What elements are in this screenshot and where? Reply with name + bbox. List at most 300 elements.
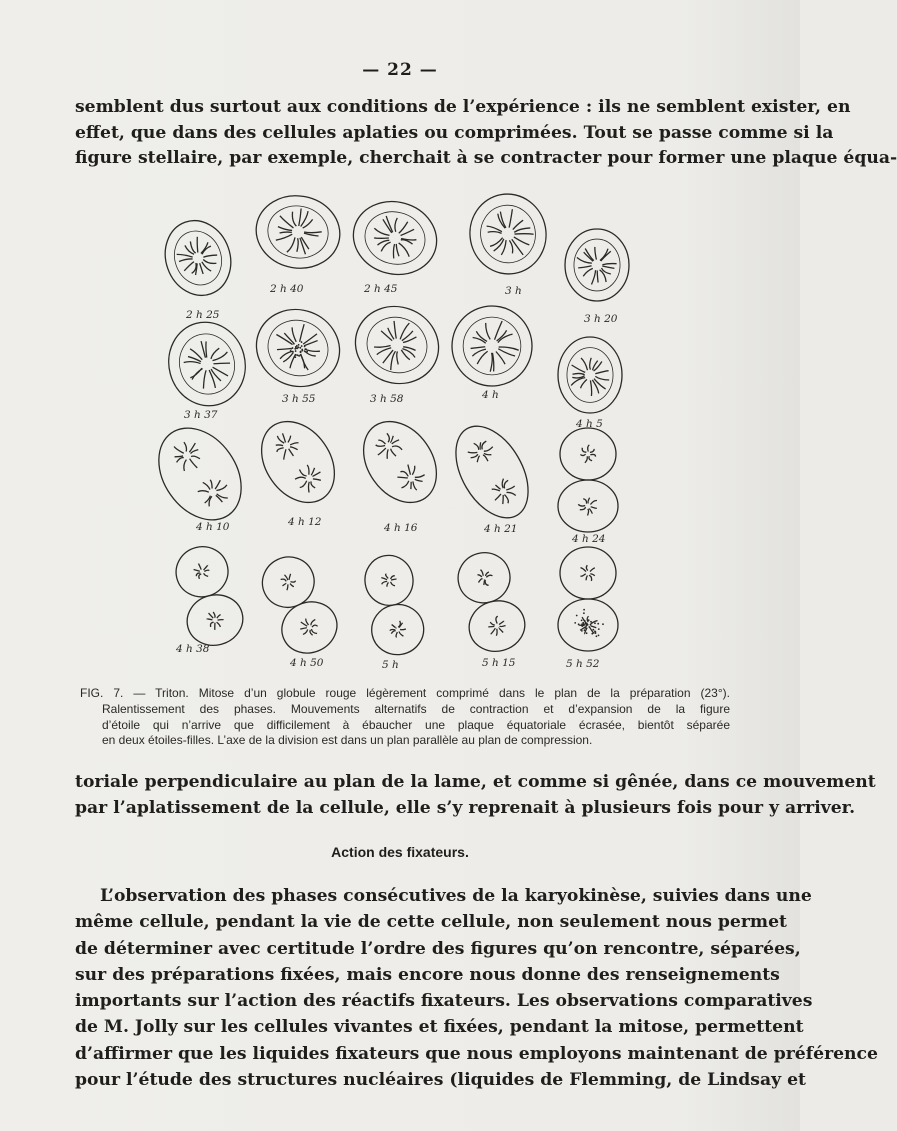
cell-outline (565, 229, 629, 301)
chromosome (391, 631, 396, 634)
chromosome (391, 581, 395, 586)
text-line: importants sur l’action des réactifs fixateurs. Les observations comparatives (75, 991, 813, 1012)
chromosome (392, 443, 402, 453)
chromosome (483, 454, 488, 461)
granule (592, 629, 594, 631)
chromosome (213, 623, 217, 630)
chromosome (203, 565, 209, 570)
chromosome (392, 624, 396, 629)
mitosis-cell-drawing (345, 192, 445, 283)
chromosome (286, 436, 293, 443)
time-label: 2 h 45 (364, 283, 398, 295)
granule (586, 632, 588, 634)
chromosome (300, 626, 307, 630)
chromosome (572, 365, 586, 372)
chromosome (591, 507, 597, 509)
chromosome (191, 453, 200, 462)
chromosome (290, 212, 299, 226)
chromosome (581, 574, 586, 576)
granule (595, 632, 597, 634)
chromosome (468, 448, 478, 456)
chromosome (592, 270, 596, 284)
text-line: figure stellaire, par exemple, cherchait à se contracter pour former une plaque équa- (75, 148, 897, 168)
chromosome (484, 446, 493, 452)
granule (300, 341, 302, 343)
chromosome (590, 501, 597, 505)
chromosome (204, 570, 209, 572)
cell-outline (247, 408, 350, 517)
chromosome (401, 481, 410, 489)
chromosome (512, 238, 523, 257)
mitosis-cell-drawing (451, 546, 531, 657)
chromosome (390, 576, 395, 579)
granule (590, 624, 592, 626)
chromosome (401, 226, 415, 238)
mitosis-cell-drawing (464, 188, 553, 280)
chromosome (285, 584, 290, 590)
daughter-cell-outline (560, 547, 616, 599)
chromosome (299, 468, 306, 477)
chromosome (391, 579, 396, 580)
cell-outline (345, 192, 445, 283)
chromosome (583, 499, 586, 504)
chromosome (281, 578, 287, 583)
chromosome (194, 568, 200, 573)
chromosome (395, 632, 398, 637)
chromosome (595, 247, 597, 260)
chromosome (313, 476, 321, 484)
chromosome (582, 448, 586, 453)
granule (581, 623, 583, 625)
text-line: même cellule, pendant la vie de cette cellule, non seulement nous permet (75, 912, 787, 933)
time-label: 4 h (482, 389, 499, 401)
chromosome (373, 228, 390, 235)
caption-line: en deux étoiles-filles. L’axe de la division est dans un plan parallèle au plan de compression. (102, 733, 593, 748)
chromosome (489, 238, 504, 247)
chromosome (486, 575, 492, 578)
chromosome (590, 454, 595, 456)
cell-outline (142, 412, 258, 535)
text-line: de M. Jolly sur les cellules vivantes et fixées, pendant la mitose, permettent (75, 1017, 804, 1038)
caption-line: FIG. 7. — Triton. Mitose d’un globule rouge légèrement comprimé dans le plan de la préparation (23°). (80, 686, 730, 700)
chromosome (305, 619, 309, 626)
chromosome (204, 572, 208, 577)
mitosis-cell-drawing (349, 408, 452, 517)
chromosome (488, 625, 494, 628)
nucleus-outline (264, 201, 333, 263)
granule (597, 623, 599, 625)
chromosome (304, 465, 313, 475)
text-line: L’observation des phases consécutives de la karyokinèse, suivies dans une (100, 886, 812, 906)
cell-outline (464, 188, 553, 280)
granule (576, 615, 578, 617)
chromosome (597, 270, 598, 282)
chromosome (471, 454, 479, 459)
chromosome (213, 612, 215, 618)
nucleus-outline (173, 328, 242, 401)
chromosome (302, 629, 309, 634)
granule (584, 620, 586, 622)
chromosome (210, 622, 215, 627)
chromosome (602, 264, 616, 265)
mitosis-cell-drawing (250, 189, 345, 274)
chromosome (498, 621, 504, 625)
chromosome (174, 444, 184, 455)
chromosome (218, 619, 224, 622)
chromosome (182, 262, 195, 271)
time-label: 4 h 38 (176, 643, 210, 655)
nucleus-outline (574, 239, 620, 291)
chromosome (198, 563, 201, 570)
chromosome (209, 612, 214, 619)
figure-caption (80, 686, 730, 749)
daughter-cell-outline (273, 593, 345, 662)
time-label: 4 h 16 (384, 522, 418, 534)
chromosome (298, 324, 306, 342)
chromosome (591, 626, 597, 628)
chromosome (492, 321, 505, 340)
chromosome (499, 240, 508, 255)
chromosome (580, 507, 586, 510)
chromosome (514, 228, 531, 233)
chromosome (590, 574, 595, 576)
chromosome (590, 380, 591, 396)
granule (584, 629, 586, 631)
chromosome (176, 457, 184, 463)
chromosome (587, 616, 588, 622)
chromosome (578, 266, 591, 268)
chromosome (280, 449, 290, 459)
chromosome (299, 481, 308, 488)
chromosome (389, 321, 402, 339)
granule (598, 635, 600, 637)
text-line: d’affirmer que les liquides fixateurs que nous employons maintenant de préférence (75, 1043, 878, 1064)
chromosome (216, 615, 221, 619)
chromosome (509, 240, 513, 253)
chromosome (581, 568, 587, 572)
chromosome (580, 454, 585, 455)
chromosome (287, 236, 295, 253)
chromosome (481, 569, 484, 576)
granule (590, 621, 592, 623)
mitosis-cell-drawing (246, 298, 351, 398)
chromosome (400, 628, 406, 630)
chromosome (288, 449, 293, 456)
chromosome (312, 471, 320, 477)
chromosome (298, 208, 302, 225)
page-number: — 22 — (362, 60, 438, 80)
chromosome (303, 218, 313, 230)
chromosome (499, 479, 507, 488)
chromosome (381, 581, 387, 584)
granule (588, 626, 590, 628)
chromosome (578, 504, 585, 506)
cell-outline (345, 295, 450, 395)
granule (581, 630, 583, 632)
time-label: 4 h 21 (484, 523, 518, 535)
mitosis-cell-drawing (558, 428, 618, 532)
nucleus-outline (459, 313, 526, 380)
chromosome (310, 481, 316, 488)
chromosome (485, 579, 489, 586)
nucleus-outline (567, 348, 613, 403)
chromosome (474, 442, 480, 450)
granule (299, 347, 301, 349)
granule (585, 627, 587, 629)
chromosome (573, 373, 585, 374)
chromosome (296, 354, 309, 368)
caption-line: Ralentissement des phases. Mouvements alternatifs de contraction et d’expansion de la figure (102, 701, 730, 716)
chromosome (495, 629, 499, 636)
chromosome (386, 582, 389, 586)
cell-outline (159, 314, 254, 415)
chromosome (203, 256, 216, 267)
chromosome (515, 231, 534, 238)
chromosome (411, 481, 418, 490)
granule (301, 345, 303, 347)
chromosome (384, 433, 392, 442)
chromosome (276, 446, 283, 452)
chromosome (309, 619, 316, 625)
chromosome (179, 257, 193, 264)
cell-outline (250, 189, 345, 274)
chromosome (496, 350, 505, 365)
chromosome (378, 438, 385, 446)
time-label: 4 h 5 (576, 418, 603, 430)
granule (583, 624, 585, 626)
time-label: 3 h 58 (370, 393, 404, 405)
time-label: 3 h 20 (584, 313, 618, 325)
chromosome (585, 456, 587, 463)
chromosome (485, 323, 490, 340)
chromosome (312, 624, 318, 628)
chromosome (589, 456, 592, 461)
chromosome (588, 509, 589, 516)
time-label: 4 h 12 (288, 516, 322, 528)
chromosome (490, 621, 495, 626)
chromosome (198, 574, 202, 579)
granule (574, 622, 576, 624)
granule (583, 609, 585, 611)
chromosome (590, 568, 595, 572)
chromosome (512, 220, 525, 229)
chromosome (399, 631, 403, 637)
chromosome (217, 490, 228, 502)
mitosis-cell-drawing (446, 300, 539, 393)
chromosome (198, 487, 209, 498)
mitosis-cell-drawing (565, 229, 629, 301)
chromosome (506, 489, 515, 498)
paragraph-continuation (75, 770, 876, 821)
chromosome (309, 468, 317, 475)
granule (596, 635, 598, 637)
cell-outline (558, 337, 622, 413)
chromosome (386, 574, 389, 579)
text-line: par l’aplatissement de la cellule, elle s’y reprenait à plusieurs fois pour y arriver. (75, 797, 856, 818)
mitosis-cell-drawing (159, 314, 254, 415)
chromosome (475, 351, 489, 364)
mitosis-cell-drawing (247, 408, 350, 517)
chromosome (495, 616, 499, 623)
granule (594, 622, 596, 624)
chromosome (198, 242, 211, 253)
text-line: toriale perpendiculaire au plan de la lame, et comme si gênée, dans ce mouvement (75, 772, 876, 792)
chromosome (589, 509, 592, 514)
chromosome (295, 238, 299, 252)
chromosome (594, 362, 602, 371)
granule (598, 628, 600, 630)
chromosome (506, 209, 515, 227)
chromosome (590, 449, 594, 453)
time-label: 3 h 55 (282, 393, 316, 405)
chromosome (595, 376, 609, 380)
granule (602, 623, 604, 625)
chromosome (477, 574, 481, 578)
daughter-cell-outline (170, 541, 233, 603)
chromosome (381, 577, 387, 581)
nucleus-outline (167, 224, 229, 291)
chromosome (472, 349, 487, 356)
daughter-cell-outline (463, 595, 530, 658)
chromosome (499, 627, 503, 633)
mitosis-cell-drawing (359, 551, 428, 659)
chromosome (181, 442, 189, 451)
time-label: 5 h 15 (482, 657, 516, 669)
chromosome (213, 480, 223, 489)
text-line: sur des préparations fixées, mais encore nous donne des renseignements (75, 964, 780, 985)
time-label: 2 h 25 (186, 309, 220, 321)
chromosome (588, 445, 590, 452)
chromosome (590, 358, 592, 370)
daughter-cell-outline (361, 552, 417, 610)
granule (581, 620, 583, 622)
granule (294, 350, 296, 352)
mitosis-cell-drawing (345, 295, 450, 395)
time-label: 2 h 40 (270, 283, 304, 295)
cell-outline (155, 211, 241, 304)
text-line: de déterminer avec certitude l’ordre des figures qu’on rencontre, séparées, (75, 938, 801, 959)
chromosome (203, 253, 217, 260)
chromosome (506, 485, 515, 490)
mitosis-cell-drawing (558, 337, 622, 413)
mitosis-cell-drawing (441, 414, 543, 531)
cell-outline (446, 300, 539, 393)
chromosome (392, 439, 399, 445)
chromosome (583, 268, 593, 276)
chromosome (471, 346, 486, 349)
paragraph-fixateurs (75, 883, 878, 1093)
chromosome (489, 628, 496, 634)
chromosome (415, 472, 425, 480)
text-line: pour l’étude des structures nucléaires (liquides de Flemming, de Lindsay et (75, 1070, 806, 1091)
chromosome (589, 575, 592, 581)
chromosome (581, 358, 588, 370)
nucleus-outline (359, 205, 431, 271)
chromosome (499, 344, 519, 354)
chromosome (278, 227, 293, 231)
chromosome (290, 580, 295, 584)
chromosome (199, 370, 210, 388)
chromosome (190, 458, 198, 468)
daughter-cell-outline (558, 480, 618, 532)
daughter-cell-outline (560, 428, 616, 480)
time-label: 3 h 37 (184, 409, 218, 421)
chromosome (282, 583, 286, 585)
mitosis-cell-drawing (155, 211, 241, 304)
daughter-cell-outline (452, 547, 515, 609)
text-line: effet, que dans des cellules aplaties ou comprimées. Tout se passe comme si la (75, 122, 834, 143)
chromosome (494, 494, 503, 500)
chromosome (209, 348, 222, 359)
chromosome (399, 350, 412, 360)
chromosome (503, 494, 509, 503)
chromosome (290, 444, 298, 452)
chromosome (400, 322, 409, 340)
chromosome (393, 218, 399, 232)
chromosome (480, 441, 489, 449)
text-line: semblent dus surtout aux conditions de l’expérience : ils ne semblent exister, en (75, 97, 851, 117)
chromosome (213, 360, 230, 368)
granule (588, 619, 590, 621)
chromosome (213, 364, 228, 379)
chromosome (602, 266, 614, 268)
chromosome (290, 583, 294, 588)
time-label: 5 h (382, 659, 399, 671)
daughter-cell-outline (254, 549, 322, 616)
granule (578, 623, 580, 625)
chromosome (290, 440, 298, 447)
chromosome (377, 448, 386, 455)
chromosome (311, 628, 317, 635)
chromosome (217, 622, 221, 628)
chromosome (595, 371, 608, 374)
caption-line: d’étoile qui n’arrive que difficilement à ébaucher une plaque équatoriale écrasée, bientôt séparée (102, 717, 730, 732)
time-label: 5 h 52 (566, 658, 600, 670)
time-label: 4 h 24 (572, 533, 606, 545)
chromosome (473, 335, 486, 345)
granule (297, 344, 299, 346)
mitosis-cell-drawing (558, 547, 618, 651)
time-label: 4 h 50 (290, 657, 324, 669)
mitosis-cell-drawing (169, 540, 249, 651)
chromosome (199, 263, 203, 274)
chromosome (588, 498, 590, 504)
time-label: 3 h (505, 285, 522, 297)
chromosome (203, 481, 210, 490)
granule (591, 633, 593, 635)
chromosome (586, 575, 587, 580)
chromosome (209, 370, 215, 389)
chromosome (581, 379, 587, 388)
mitosis-cell-drawing (252, 548, 345, 662)
daughter-cell-outline (368, 600, 428, 658)
granule (586, 623, 588, 625)
granule (583, 612, 585, 614)
chromosome (403, 346, 416, 351)
chromosome (276, 232, 292, 243)
chromosome (500, 624, 506, 627)
chromosome (478, 579, 483, 583)
chromosome (207, 618, 213, 621)
chromosome (586, 565, 587, 570)
chromosome (201, 341, 206, 358)
mitosis-cell-drawing (142, 412, 258, 535)
chromosome (193, 237, 203, 253)
cell-outline (349, 408, 452, 517)
time-label: 4 h 10 (196, 521, 230, 533)
chromosome (304, 233, 319, 236)
section-heading: Action des fixateurs. (331, 844, 469, 860)
